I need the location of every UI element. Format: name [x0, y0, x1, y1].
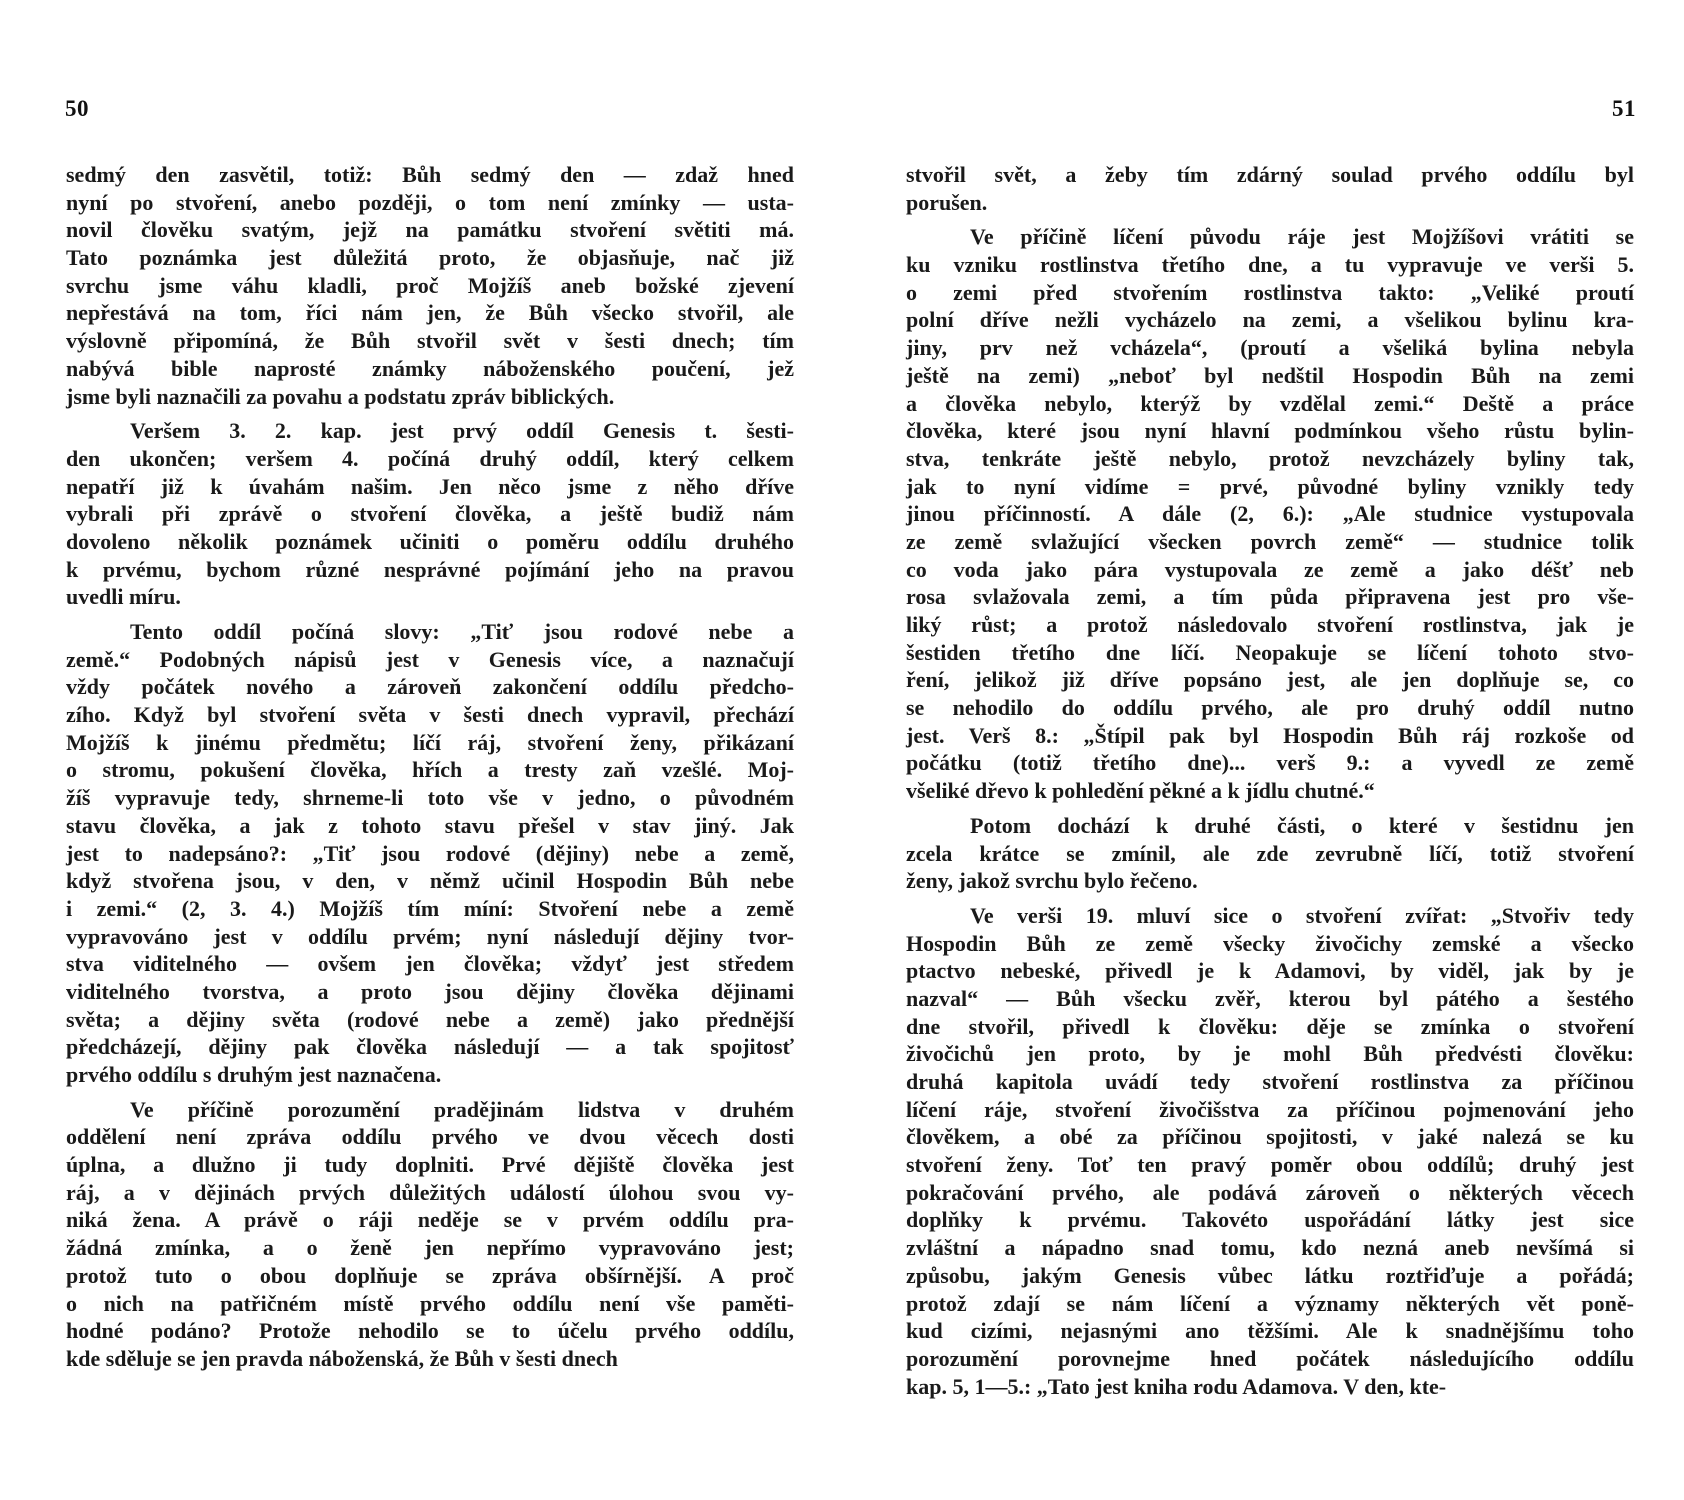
text-line: všeliké dřevo k pohledění pěkné a k jídlu chutné.“: [906, 778, 1375, 804]
text-line: dne stvořil, přivedl k člověku: děje se zmínka o stvoření: [906, 1013, 1634, 1039]
text-line: ženy, jakož svrchu bylo řečeno.: [906, 868, 1198, 894]
text-line: stva, tenkráte ještě nebylo, protož nevzcházely byliny tak,: [906, 445, 1634, 471]
text-line: porušen.: [906, 189, 988, 215]
page-number-left: 50: [65, 96, 89, 121]
text-line: co voda jako pára vystupovala ze země a jako déšť neb: [906, 556, 1634, 582]
page-number-right: 51: [1612, 96, 1636, 121]
text-line: uvedli míru.: [66, 584, 181, 610]
text-line: živočichů jen proto, by je mohl Bůh předvésti člověku:: [906, 1041, 1634, 1067]
text-line: kde sděluje se jen pravda náboženská, že Bůh v šesti dnech: [66, 1345, 618, 1371]
text-line: Veršem 3. 2. kap. jest prvý oddíl Genesis t. šesti-: [130, 418, 794, 444]
text-line: nazval“ — Bůh všecku zvěř, kterou byl pátého a šestého: [906, 985, 1634, 1011]
text-line: ptactvo nebeské, přivedl je k Adamovi, by viděl, jak by je: [906, 958, 1634, 984]
text-line: vybrali při zprávě o stvoření člověka, a ještě budiž nám: [66, 501, 794, 527]
text-line: pokračování prvého, ale podává zároveň o některých věcech: [906, 1179, 1634, 1205]
text-line: jest to nadepsáno?: „Tiť jsou rodové (dějiny) nebe a země,: [66, 840, 794, 866]
text-line: Ve příčině porozumění pradějinám lidstva v druhém: [130, 1096, 794, 1122]
text-line: jest. Verš 8.: „Štípil pak byl Hospodin Bůh ráj rozkoše od: [906, 722, 1634, 748]
text-line: dovoleno několik poznámek učiniti o poměru oddílu druhého: [66, 528, 794, 554]
text-line: ku vzniku rostlinstva třetího dne, a tu vypravuje ve verši 5.: [906, 252, 1634, 278]
text-line: Mojžíš k jinému předmětu; líčí ráj, stvoření ženy, přikázaní: [66, 729, 794, 755]
text-line: země.“ Podobných nápisů jest v Genesis více, a naznačují: [66, 646, 794, 672]
text-line: zcela krátce se zmínil, ale zde zevrubně líčí, totiž stvoření: [906, 840, 1634, 866]
text-line: rosa svlažovala zemi, a tím půda připravena jest pro vše-: [906, 584, 1634, 610]
text-line: polní dříve nežli vycházelo na zemi, a všelikou bylinu kra-: [906, 307, 1634, 333]
text-line: zího. Když byl stvoření světa v šesti dnech vypravil, přechází: [66, 702, 794, 728]
text-line: počátku (totiž třetího dne)... verš 9.: a vyvedl ze země: [906, 750, 1634, 776]
text-line: nepřestává na tom, říci nám jen, že Bůh všecko stvořil, ale: [66, 300, 794, 326]
paragraph: [66, 618, 794, 1089]
text-line: doplňky k prvému. Takovéto uspořádání látky jest sice: [906, 1207, 1634, 1233]
text-line: oddělení není zpráva oddílu prvého ve dvou věcech dosti: [66, 1124, 794, 1150]
text-line: vždy počátek nového a zároveň zakončení oddílu předcho-: [66, 674, 794, 700]
text-line: prvého oddílu s druhým jest naznačena.: [66, 1062, 442, 1087]
text-line: o stromu, pokušení člověka, hřích a tresty zaň vzešlé. Moj-: [66, 757, 794, 783]
text-line: protož tuto o obou doplňuje se zpráva obšírnější. A proč: [66, 1262, 794, 1288]
text-line: Potom dochází k druhé části, o které v šestidnu jen: [970, 812, 1634, 838]
text-line: den ukončen; veršem 4. počíná druhý oddíl, který celkem: [66, 445, 794, 471]
text-line: ze země svlažující všecken povrch země“ — studnice tolik: [906, 528, 1634, 554]
text-line: Ve příčině líčení původu ráje jest Mojžíšovi vrátiti se: [970, 224, 1634, 250]
text-line: viditelného tvorstva, a proto jsou dějiny člověka dějinami: [66, 978, 794, 1004]
paragraph: [66, 417, 794, 611]
text-line: stvoření ženy. Toť ten pravý poměr obou oddílů; druhý jest: [906, 1152, 1634, 1178]
text-line: nepatří již k úvahám našim. Jen něco jsme z něho dříve: [66, 473, 794, 499]
text-line: způsobu, jakým Genesis vůbec látku roztřiďuje a pořádá;: [906, 1262, 1634, 1288]
text-line: ráj, a v dějinách prvých důležitých událostí úlohou svou vy-: [66, 1179, 794, 1205]
text-line: člověka, které jsou nyní hlavní podmínkou všeho růstu bylin-: [906, 418, 1634, 444]
text-line: liký růst; a protož následovalo stvoření rostlinstva, jak je: [906, 612, 1634, 637]
text-line: zvláštní a nápadno snad tomu, kdo nezná aneb nevšímá si: [906, 1235, 1634, 1261]
text-line: světa; a dějiny světa (rodové nebe a země) jako přednější: [66, 1006, 794, 1032]
text-line: žádná zmínka, a o ženě jen nepřímo vypravováno jest;: [66, 1235, 794, 1261]
text-line: niká žena. A právě o ráji neděje se v prvém oddílu pra-: [66, 1207, 794, 1233]
text-line: Ve verši 19. mluví sice o stvoření zvířat: „Stvořiv tedy: [970, 902, 1634, 928]
text-line: svrchu jsme váhu kladli, proč Mojžíš aneb božské zjevení: [66, 272, 794, 298]
text-line: Hospodin Bůh ze země všecky živočichy zemské a všecko: [906, 930, 1634, 956]
text-line: nabývá bible naprosté známky náboženského poučení, jež: [66, 355, 794, 381]
paragraph: [66, 1096, 794, 1373]
text-line: a člověka nebylo, kterýž by vzdělal zemi.“ Deště a práce: [906, 390, 1634, 416]
text-line: šestiden třetího dne líčí. Neopakuje se líčení tohoto stvo-: [906, 639, 1634, 665]
text-line: jinou příčinností. A dále (2, 6.): „Ale studnice vystupovala: [906, 501, 1634, 527]
paragraph: [906, 902, 1634, 1400]
text-line: Tento oddíl počíná slovy: „Tiť jsou rodové nebe a: [130, 619, 794, 644]
text-line: sedmý den zasvětil, totiž: Bůh sedmý den — zdaž hned: [66, 162, 794, 187]
text-line: žíš vypravuje tedy, shrneme-li toto vše v jedno, o původném: [66, 785, 794, 811]
text-line: o nich na patřičném místě prvého oddílu není vše paměti-: [66, 1290, 794, 1316]
text-line: stvořil svět, a žeby tím zdárný soulad prvého oddílu byl: [906, 162, 1634, 187]
text-line: ještě na zemi) „neboť byl nedštil Hospodin Bůh na zemi: [906, 362, 1634, 388]
text-line: novil člověku svatým, jejž na památku stvoření světiti má.: [66, 217, 794, 243]
text-line: i zemi.“ (2, 3. 4.) Mojžíš tím míní: Stvoření nebe a země: [66, 895, 794, 921]
text-line: líčení ráje, stvoření živočišstva za příčinou pojmenování jeho: [906, 1096, 1634, 1122]
text-line: druhá kapitola uvádí tedy stvoření rostlinstva za příčinou: [906, 1069, 1634, 1094]
text-line: úplna, a dlužno ji tudy doplniti. Prvé dějiště člověka jest: [66, 1152, 794, 1178]
text-line: kud cizími, nejasnými ano těžšími. Ale k snadnějšímu toho: [906, 1318, 1634, 1344]
text-line: jiny, prv než vcházela“, (proutí a všeliká bylina nebyla: [906, 335, 1634, 361]
text-line: ření, jelikož již dříve popsáno jest, ale jen doplňuje se, co: [906, 667, 1634, 693]
text-line: když stvořena jsou, v den, v němž učinil Hospodin Bůh nebe: [66, 868, 794, 894]
text-line: protož zdají se nám líčení a významy některých vět poně-: [906, 1290, 1634, 1316]
text-line: jak to nyní vidíme = prvé, původné byliny vznikly tedy: [906, 473, 1634, 499]
text-line: člověkem, a obé za příčinou spojitosti, v jaké nalezá se ku: [906, 1124, 1634, 1150]
paragraph: [906, 161, 1634, 216]
paragraph: [66, 161, 794, 410]
text-line: o zemi před stvořením rostlinstva takto: „Veliké proutí: [906, 279, 1634, 305]
right-page-text: [906, 161, 1634, 1407]
text-line: kap. 5, 1—5.: „Tato jest kniha rodu Adamova. V den, kte-: [906, 1373, 1447, 1399]
text-line: porozumění porovnejme hned počátek následujícího oddílu: [906, 1345, 1634, 1371]
text-line: výslovně připomíná, že Bůh stvořil svět v šesti dnech; tím: [66, 328, 794, 354]
text-line: předcházejí, dějiny pak člověka následují — a tak spojitosť: [66, 1034, 794, 1060]
text-line: stva viditelného — ovšem jen člověka; vždyť jest středem: [66, 951, 794, 977]
text-line: jsme byli naznačili za povahu a podstatu zpráv biblických.: [66, 383, 615, 409]
text-line: vypravováno jest v oddílu prvém; nyní následují dějiny tvor-: [66, 923, 794, 949]
paragraph: [906, 812, 1634, 895]
text-line: se nehodilo do oddílu prvého, ale pro druhý oddíl nutno: [906, 695, 1634, 721]
text-line: k prvému, bychom různé nesprávné pojímání jeho na pravou: [66, 556, 794, 582]
left-page-text: [66, 161, 794, 1380]
text-line: Tato poznámka jest důležitá proto, že objasňuje, nač již: [66, 245, 794, 271]
text-line: hodné podáno? Protože nehodilo se to účelu prvého oddílu,: [66, 1318, 794, 1344]
paragraph: [906, 223, 1634, 804]
text-line: nyní po stvoření, anebo později, o tom není zmínky — usta-: [66, 189, 794, 215]
text-line: stavu člověka, a jak z tohoto stavu přešel v stav jiný. Jak: [66, 812, 794, 838]
